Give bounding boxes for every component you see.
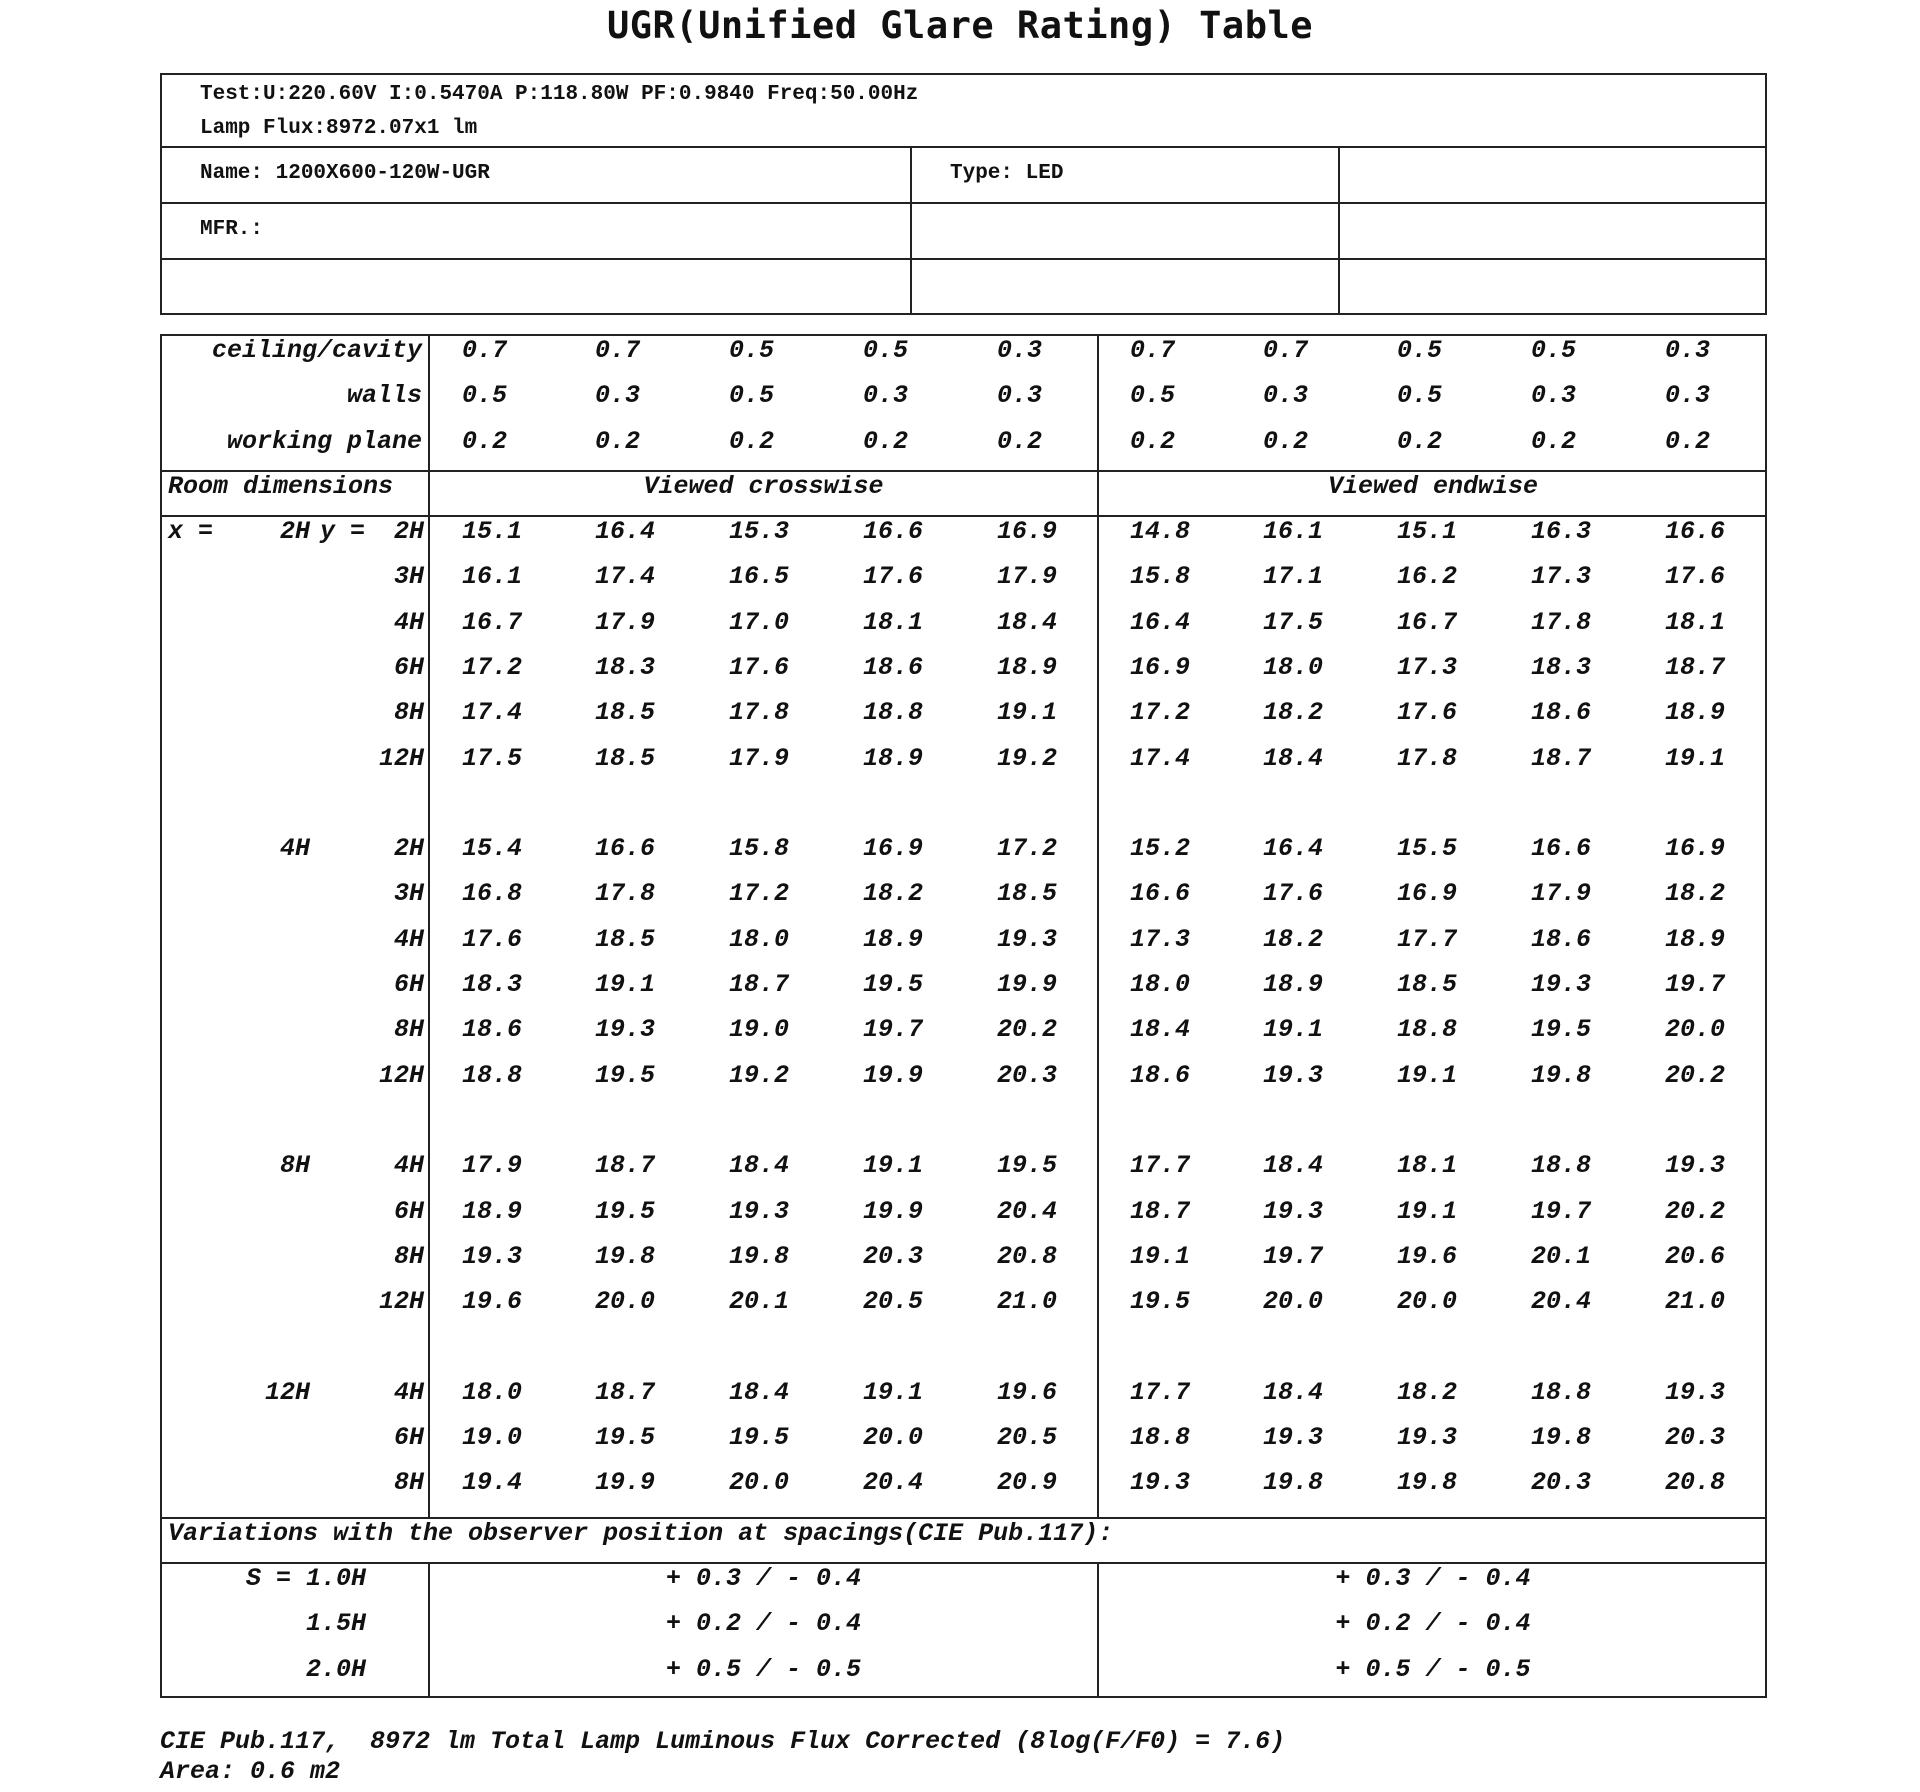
room-y-label: 8H bbox=[393, 1468, 424, 1498]
reflectance-value: 0.5 bbox=[1130, 381, 1176, 411]
reflectance-label: working plane bbox=[226, 426, 422, 456]
ugr-value: 17.6 bbox=[462, 924, 523, 954]
ugr-value: 19.7 bbox=[1665, 970, 1726, 999]
ugr-value: 19.6 bbox=[462, 1287, 523, 1317]
ugr-value: 18.4 bbox=[729, 1151, 790, 1181]
ugr-value: 20.2 bbox=[997, 1015, 1058, 1045]
ugr-value: 16.2 bbox=[1397, 562, 1458, 592]
ugr-value: 17.8 bbox=[595, 879, 656, 909]
page-title: UGR(Unified Glare Rating) Table bbox=[606, 4, 1314, 47]
ugr-value: 16.7 bbox=[1397, 607, 1458, 637]
room-y-label: 4H bbox=[393, 1377, 424, 1407]
ugr-value: 17.2 bbox=[997, 834, 1058, 864]
room-y-label: 4H bbox=[393, 924, 424, 954]
ugr-value: 18.5 bbox=[1397, 970, 1458, 999]
reflectance-value: 0.5 bbox=[1397, 381, 1443, 411]
ugr-value: 19.1 bbox=[997, 698, 1058, 728]
ugr-value: 16.4 bbox=[1130, 607, 1191, 637]
ugr-value: 18.2 bbox=[863, 879, 924, 909]
ugr-value: 18.0 bbox=[1263, 652, 1324, 682]
room-y-label: 4H bbox=[393, 607, 424, 637]
ugr-value: 20.3 bbox=[1531, 1468, 1592, 1498]
ugr-value: 19.0 bbox=[462, 1423, 523, 1452]
ugr-value: 18.7 bbox=[595, 1377, 656, 1407]
ugr-value: 16.1 bbox=[462, 562, 523, 592]
variation-endwise: + 0.5 / - 0.5 bbox=[1335, 1654, 1531, 1684]
ugr-value: 18.1 bbox=[1397, 1151, 1458, 1181]
ugr-value: 18.6 bbox=[1531, 698, 1592, 728]
ugr-value: 19.7 bbox=[1531, 1196, 1592, 1226]
ugr-value: 18.9 bbox=[997, 652, 1058, 682]
ugr-value: 18.8 bbox=[1531, 1151, 1592, 1181]
ugr-value: 20.1 bbox=[1531, 1241, 1592, 1271]
ugr-value: 19.1 bbox=[863, 1377, 924, 1407]
ugr-value: 19.9 bbox=[863, 1060, 924, 1090]
footer-note: CIE Pub.117, 8972 lm Total Lamp Luminous Flux Corrected (8log(F/F0) = 7.6) bbox=[160, 1727, 1286, 1756]
ugr-value: 20.9 bbox=[997, 1468, 1058, 1498]
ugr-value: 18.9 bbox=[863, 924, 924, 954]
info-box bbox=[160, 73, 1767, 315]
variation-endwise: + 0.3 / - 0.4 bbox=[1335, 1564, 1531, 1593]
ugr-value: 19.9 bbox=[863, 1196, 924, 1226]
reflectance-value: 0.5 bbox=[729, 336, 775, 365]
ugr-value: 17.9 bbox=[595, 607, 656, 637]
ugr-value: 20.0 bbox=[595, 1287, 656, 1317]
reflectance-value: 0.3 bbox=[997, 336, 1043, 365]
reflectance-value: 0.5 bbox=[729, 381, 775, 411]
ugr-value: 18.7 bbox=[729, 970, 790, 999]
ugr-value: 18.5 bbox=[595, 698, 656, 728]
ugr-value: 20.4 bbox=[863, 1468, 924, 1498]
ugr-value: 18.0 bbox=[462, 1377, 523, 1407]
ugr-value: 18.9 bbox=[1665, 924, 1726, 954]
reflectance-value: 0.7 bbox=[462, 336, 508, 365]
reflectance-value: 0.3 bbox=[1665, 381, 1711, 411]
ugr-value: 18.4 bbox=[1263, 743, 1324, 773]
room-y-label: 12H bbox=[378, 1287, 424, 1317]
ugr-value: 17.9 bbox=[1531, 879, 1592, 909]
reflectance-label: ceiling/cavity bbox=[211, 336, 422, 365]
reflectance-value: 0.3 bbox=[595, 381, 641, 411]
ugr-value: 16.9 bbox=[1397, 879, 1458, 909]
ugr-value: 18.7 bbox=[1531, 743, 1592, 773]
ugr-value: 16.6 bbox=[1531, 834, 1592, 864]
ugr-value: 17.8 bbox=[1531, 607, 1592, 637]
reflectance-value: 0.2 bbox=[462, 426, 508, 456]
ugr-value: 18.5 bbox=[595, 743, 656, 773]
ugr-value: 17.3 bbox=[1531, 562, 1592, 592]
ugr-value: 18.7 bbox=[1665, 652, 1726, 682]
ugr-value: 19.5 bbox=[1130, 1287, 1191, 1317]
ugr-value: 17.7 bbox=[1130, 1377, 1191, 1407]
reflectance-value: 0.2 bbox=[1397, 426, 1443, 456]
ugr-value: 18.4 bbox=[1130, 1015, 1191, 1045]
ugr-value: 20.3 bbox=[997, 1060, 1058, 1090]
ugr-value: 17.5 bbox=[1263, 607, 1324, 637]
room-y-label: 3H bbox=[393, 562, 424, 592]
ugr-value: 20.4 bbox=[1531, 1287, 1592, 1317]
room-y-label: 6H bbox=[393, 970, 424, 999]
reflectance-value: 0.5 bbox=[462, 381, 508, 411]
ugr-value: 17.2 bbox=[729, 879, 790, 909]
ugr-table bbox=[160, 334, 1767, 1698]
room-y-label: 8H bbox=[393, 1015, 424, 1045]
ugr-value: 19.8 bbox=[1531, 1060, 1592, 1090]
ugr-value: 17.7 bbox=[1397, 924, 1458, 954]
spacing-label: S = 1.0H bbox=[245, 1564, 366, 1593]
ugr-value: 19.3 bbox=[462, 1241, 523, 1271]
ugr-value: 20.2 bbox=[1665, 1196, 1726, 1226]
ugr-value: 17.6 bbox=[729, 652, 790, 682]
variation-crosswise: + 0.5 / - 0.5 bbox=[665, 1654, 862, 1684]
variation-endwise: + 0.2 / - 0.4 bbox=[1335, 1609, 1531, 1639]
ugr-value: 19.8 bbox=[1531, 1423, 1592, 1452]
reflectance-value: 0.7 bbox=[595, 336, 641, 365]
ugr-value: 18.4 bbox=[729, 1377, 790, 1407]
ugr-value: 19.3 bbox=[1263, 1060, 1324, 1090]
reflectance-value: 0.2 bbox=[595, 426, 641, 456]
divider bbox=[428, 470, 430, 1517]
ugr-value: 19.3 bbox=[1130, 1468, 1191, 1498]
ugr-value: 18.1 bbox=[1665, 607, 1726, 637]
ugr-value: 19.6 bbox=[1397, 1241, 1458, 1271]
reflectance-value: 0.2 bbox=[997, 426, 1043, 456]
ugr-value: 18.6 bbox=[1130, 1060, 1191, 1090]
room-x-label: 4H bbox=[279, 834, 310, 864]
reflectance-value: 0.2 bbox=[1531, 426, 1577, 456]
ugr-value: 18.0 bbox=[729, 924, 790, 954]
ugr-value: 19.1 bbox=[1397, 1060, 1458, 1090]
ugr-value: 21.0 bbox=[997, 1287, 1058, 1317]
ugr-value: 19.1 bbox=[595, 970, 656, 999]
ugr-value: 18.2 bbox=[1263, 698, 1324, 728]
ugr-value: 18.0 bbox=[1130, 970, 1191, 999]
y-prefix: y = bbox=[320, 517, 366, 546]
ugr-value: 16.1 bbox=[1263, 517, 1324, 546]
ugr-value: 18.3 bbox=[1531, 652, 1592, 682]
ugr-value: 18.1 bbox=[863, 607, 924, 637]
ugr-value: 18.6 bbox=[462, 1015, 523, 1045]
variation-crosswise: + 0.2 / - 0.4 bbox=[665, 1609, 862, 1639]
ugr-value: 18.3 bbox=[462, 970, 523, 999]
ugr-value: 19.1 bbox=[1130, 1241, 1191, 1271]
ugr-value: 21.0 bbox=[1665, 1287, 1726, 1317]
ugr-value: 18.5 bbox=[595, 924, 656, 954]
ugr-value: 20.8 bbox=[1665, 1468, 1726, 1498]
ugr-value: 18.6 bbox=[1531, 924, 1592, 954]
ugr-value: 19.8 bbox=[595, 1241, 656, 1271]
room-y-label: 4H bbox=[393, 1151, 424, 1181]
ugr-value: 20.4 bbox=[997, 1196, 1058, 1226]
ugr-value: 17.6 bbox=[863, 562, 924, 592]
ugr-value: 15.1 bbox=[1397, 517, 1458, 546]
spacing-label: 1.5H bbox=[305, 1609, 366, 1639]
ugr-value: 17.8 bbox=[729, 698, 790, 728]
ugr-value: 18.7 bbox=[595, 1151, 656, 1181]
room-y-label: 6H bbox=[393, 652, 424, 682]
ugr-value: 15.1 bbox=[462, 517, 523, 546]
ugr-value: 20.5 bbox=[863, 1287, 924, 1317]
divider bbox=[162, 202, 1765, 204]
ugr-value: 18.4 bbox=[997, 607, 1058, 637]
ugr-value: 18.9 bbox=[863, 743, 924, 773]
ugr-value: 19.3 bbox=[1263, 1196, 1324, 1226]
ugr-value: 16.6 bbox=[863, 517, 924, 546]
ugr-value: 19.4 bbox=[462, 1468, 523, 1498]
ugr-value: 18.2 bbox=[1397, 1377, 1458, 1407]
reflectance-label: walls bbox=[346, 381, 422, 411]
ugr-value: 18.2 bbox=[1665, 879, 1726, 909]
viewed-endwise-header: Viewed endwise bbox=[1327, 472, 1539, 501]
ugr-value: 17.6 bbox=[1397, 698, 1458, 728]
ugr-value: 19.3 bbox=[1263, 1423, 1324, 1452]
ugr-value: 18.2 bbox=[1263, 924, 1324, 954]
ugr-value: 17.6 bbox=[1665, 562, 1726, 592]
ugr-value: 18.3 bbox=[595, 652, 656, 682]
divider bbox=[1338, 146, 1340, 313]
room-dimensions-header: Room dimensions bbox=[168, 472, 394, 501]
ugr-value: 16.9 bbox=[997, 517, 1058, 546]
ugr-value: 16.6 bbox=[1665, 517, 1726, 546]
reflectance-value: 0.2 bbox=[1130, 426, 1176, 456]
ugr-value: 20.0 bbox=[1263, 1287, 1324, 1317]
ugr-value: 19.0 bbox=[729, 1015, 790, 1045]
spacing-label: 2.0H bbox=[305, 1654, 366, 1684]
ugr-value: 19.3 bbox=[997, 924, 1058, 954]
ugr-value: 19.3 bbox=[1665, 1151, 1726, 1181]
divider bbox=[162, 146, 1765, 148]
ugr-value: 17.6 bbox=[1263, 879, 1324, 909]
reflectance-value: 0.2 bbox=[729, 426, 775, 456]
reflectance-value: 0.3 bbox=[1263, 381, 1309, 411]
viewed-crosswise-header: Viewed crosswise bbox=[643, 472, 884, 501]
reflectance-value: 0.3 bbox=[997, 381, 1043, 411]
ugr-value: 18.5 bbox=[997, 879, 1058, 909]
ugr-value: 20.3 bbox=[863, 1241, 924, 1271]
reflectance-value: 0.3 bbox=[1531, 381, 1577, 411]
ugr-value: 19.6 bbox=[997, 1377, 1058, 1407]
ugr-value: 16.7 bbox=[462, 607, 523, 637]
ugr-value: 15.3 bbox=[729, 517, 790, 546]
ugr-value: 17.9 bbox=[997, 562, 1058, 592]
ugr-value: 18.9 bbox=[1263, 970, 1324, 999]
reflectance-value: 0.3 bbox=[863, 381, 909, 411]
ugr-value: 19.5 bbox=[997, 1151, 1058, 1181]
ugr-value: 19.5 bbox=[863, 970, 924, 999]
reflectance-value: 0.5 bbox=[1531, 336, 1577, 365]
ugr-value: 16.8 bbox=[462, 879, 523, 909]
ugr-value: 19.7 bbox=[1263, 1241, 1324, 1271]
ugr-value: 17.9 bbox=[462, 1151, 523, 1181]
ugr-value: 16.6 bbox=[595, 834, 656, 864]
luminaire-name: Name: 1200X600-120W-UGR bbox=[200, 162, 490, 185]
ugr-value: 16.4 bbox=[1263, 834, 1324, 864]
ugr-value: 17.3 bbox=[1130, 924, 1191, 954]
ugr-value: 19.3 bbox=[1397, 1423, 1458, 1452]
ugr-value: 15.8 bbox=[1130, 562, 1191, 592]
room-y-label: 3H bbox=[393, 879, 424, 909]
reflectance-value: 0.2 bbox=[863, 426, 909, 456]
reflectance-value: 0.2 bbox=[1263, 426, 1309, 456]
ugr-value: 17.2 bbox=[462, 652, 523, 682]
ugr-value: 19.1 bbox=[1397, 1196, 1458, 1226]
ugr-value: 20.0 bbox=[729, 1468, 790, 1498]
ugr-value: 20.6 bbox=[1665, 1241, 1726, 1271]
ugr-value: 19.3 bbox=[729, 1196, 790, 1226]
room-y-label: 6H bbox=[393, 1423, 424, 1452]
ugr-value: 17.4 bbox=[595, 562, 656, 592]
ugr-value: 18.6 bbox=[863, 652, 924, 682]
ugr-value: 17.5 bbox=[462, 743, 523, 773]
ugr-value: 19.3 bbox=[595, 1015, 656, 1045]
ugr-value: 15.8 bbox=[729, 834, 790, 864]
room-x-label: 2H bbox=[279, 517, 310, 546]
ugr-value: 17.3 bbox=[1397, 652, 1458, 682]
ugr-value: 18.8 bbox=[863, 698, 924, 728]
ugr-value: 14.8 bbox=[1130, 517, 1191, 546]
x-prefix: x = bbox=[168, 517, 214, 546]
room-y-label: 12H bbox=[378, 1060, 424, 1090]
room-y-label: 6H bbox=[393, 1196, 424, 1226]
ugr-value: 19.9 bbox=[997, 970, 1058, 999]
ugr-value: 18.4 bbox=[1263, 1151, 1324, 1181]
divider bbox=[1097, 336, 1099, 1517]
ugr-value: 19.2 bbox=[997, 743, 1058, 773]
reflectance-value: 0.2 bbox=[1665, 426, 1711, 456]
reflectance-value: 0.5 bbox=[863, 336, 909, 365]
ugr-value: 20.0 bbox=[863, 1423, 924, 1452]
ugr-value: 16.9 bbox=[863, 834, 924, 864]
divider bbox=[428, 336, 430, 470]
ugr-value: 19.3 bbox=[1665, 1377, 1726, 1407]
variation-crosswise: + 0.3 / - 0.4 bbox=[665, 1564, 862, 1593]
ugr-value: 19.1 bbox=[1263, 1015, 1324, 1045]
ugr-value: 18.8 bbox=[1531, 1377, 1592, 1407]
reflectance-value: 0.7 bbox=[1130, 336, 1176, 365]
room-y-label: 12H bbox=[378, 743, 424, 773]
ugr-value: 18.9 bbox=[1665, 698, 1726, 728]
ugr-value: 15.4 bbox=[462, 834, 523, 864]
ugr-value: 20.0 bbox=[1665, 1015, 1726, 1045]
ugr-value: 16.4 bbox=[595, 517, 656, 546]
ugr-value: 19.5 bbox=[595, 1060, 656, 1090]
ugr-value: 18.9 bbox=[462, 1196, 523, 1226]
lamp-flux-line: Lamp Flux:8972.07x1 lm bbox=[200, 117, 478, 140]
divider bbox=[910, 146, 912, 313]
ugr-value: 18.4 bbox=[1263, 1377, 1324, 1407]
footer-area: Area: 0.6 m2 bbox=[160, 1757, 341, 1786]
ugr-value: 20.3 bbox=[1665, 1423, 1726, 1452]
ugr-value: 19.9 bbox=[595, 1468, 656, 1498]
ugr-value: 16.5 bbox=[729, 562, 790, 592]
ugr-value: 15.5 bbox=[1397, 834, 1458, 864]
ugr-value: 19.8 bbox=[1263, 1468, 1324, 1498]
ugr-value: 17.4 bbox=[1130, 743, 1191, 773]
ugr-value: 19.1 bbox=[1665, 743, 1726, 773]
ugr-value: 17.1 bbox=[1263, 562, 1324, 592]
ugr-value: 19.3 bbox=[1531, 970, 1592, 999]
ugr-value: 18.8 bbox=[1130, 1423, 1191, 1452]
ugr-value: 20.2 bbox=[1665, 1060, 1726, 1090]
ugr-value: 17.2 bbox=[1130, 698, 1191, 728]
ugr-value: 19.5 bbox=[729, 1423, 790, 1452]
ugr-value: 18.7 bbox=[1130, 1196, 1191, 1226]
reflectance-value: 0.7 bbox=[1263, 336, 1309, 365]
ugr-value: 17.0 bbox=[729, 607, 790, 637]
ugr-value: 17.4 bbox=[462, 698, 523, 728]
ugr-value: 19.2 bbox=[729, 1060, 790, 1090]
ugr-value: 16.6 bbox=[1130, 879, 1191, 909]
ugr-value: 17.9 bbox=[729, 743, 790, 773]
ugr-value: 16.9 bbox=[1665, 834, 1726, 864]
variations-title: Variations with the observer position at spacings(CIE Pub.117): bbox=[168, 1519, 1114, 1548]
ugr-value: 18.8 bbox=[1397, 1015, 1458, 1045]
test-line: Test:U:220.60V I:0.5470A P:118.80W PF:0.9840 Freq:50.00Hz bbox=[200, 83, 919, 106]
ugr-value: 20.0 bbox=[1397, 1287, 1458, 1317]
room-y-label: 2H bbox=[393, 517, 424, 546]
ugr-value: 17.7 bbox=[1130, 1151, 1191, 1181]
ugr-value: 19.8 bbox=[729, 1241, 790, 1271]
room-x-label: 12H bbox=[264, 1377, 310, 1407]
room-y-label: 8H bbox=[393, 1241, 424, 1271]
ugr-value: 20.8 bbox=[997, 1241, 1058, 1271]
manufacturer: MFR.: bbox=[200, 218, 264, 241]
divider bbox=[162, 258, 1765, 260]
ugr-value: 19.5 bbox=[595, 1423, 656, 1452]
ugr-value: 19.7 bbox=[863, 1015, 924, 1045]
reflectance-value: 0.5 bbox=[1397, 336, 1443, 365]
ugr-value: 18.8 bbox=[462, 1060, 523, 1090]
ugr-value: 19.1 bbox=[863, 1151, 924, 1181]
luminaire-type: Type: LED bbox=[950, 162, 1064, 185]
room-y-label: 8H bbox=[393, 698, 424, 728]
ugr-value: 20.5 bbox=[997, 1423, 1058, 1452]
ugr-value: 19.5 bbox=[595, 1196, 656, 1226]
ugr-value: 15.2 bbox=[1130, 834, 1191, 864]
ugr-value: 19.8 bbox=[1397, 1468, 1458, 1498]
ugr-value: 16.9 bbox=[1130, 652, 1191, 682]
room-y-label: 2H bbox=[393, 834, 424, 864]
ugr-value: 20.1 bbox=[729, 1287, 790, 1317]
ugr-value: 16.3 bbox=[1531, 517, 1592, 546]
reflectance-value: 0.3 bbox=[1665, 336, 1711, 365]
ugr-value: 19.5 bbox=[1531, 1015, 1592, 1045]
ugr-value: 17.8 bbox=[1397, 743, 1458, 773]
room-x-label: 8H bbox=[279, 1151, 310, 1181]
